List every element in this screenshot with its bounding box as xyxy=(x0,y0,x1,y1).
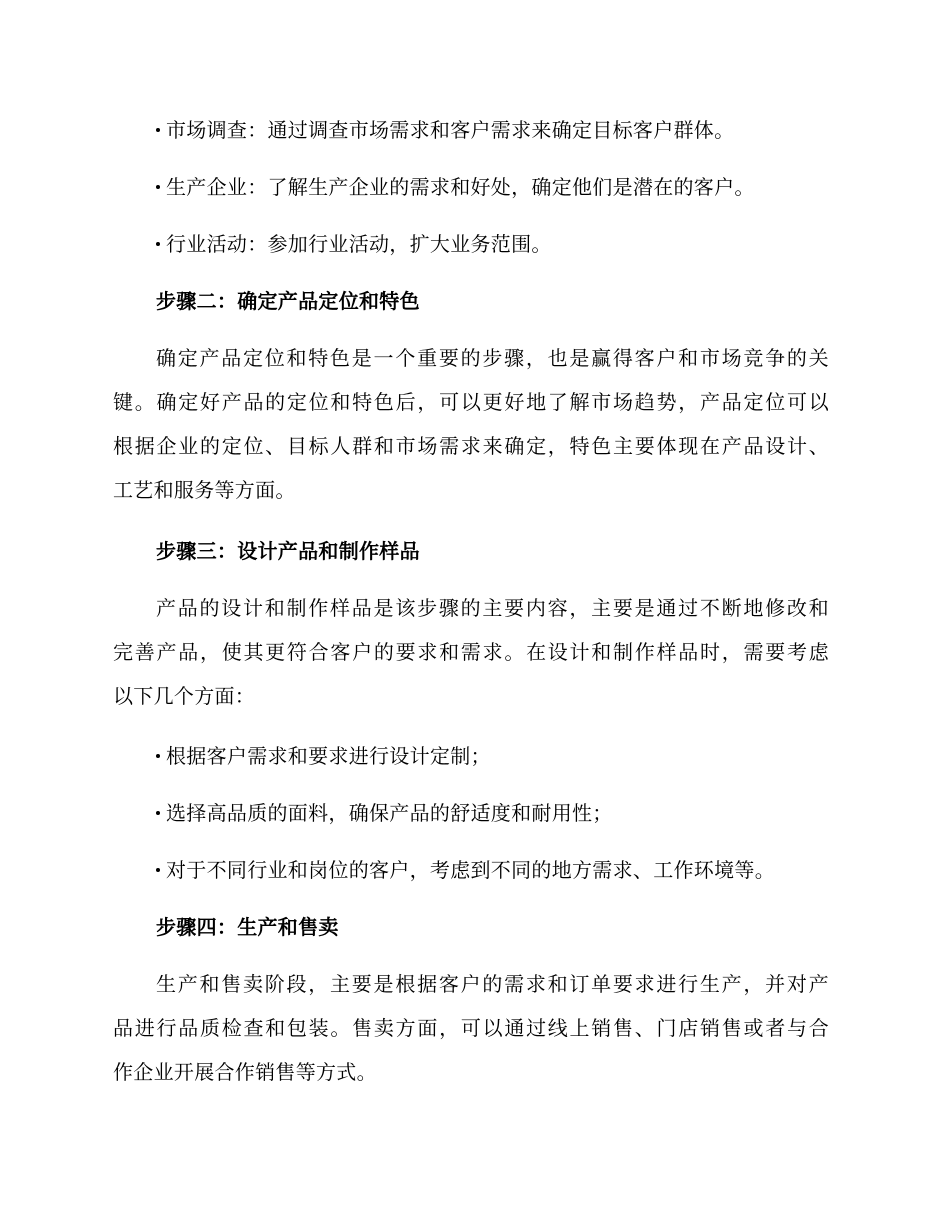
bullet-text: 行业活动：参加行业活动，扩大业务范围。 xyxy=(166,232,552,256)
bullet-dot-icon xyxy=(156,242,160,246)
bullet-dot-icon xyxy=(156,128,160,132)
paragraph-line: 键。确定好产品的定位和特色后，可以更好地了解市场趋势，产品定位可以 xyxy=(113,390,829,414)
bullet-text: 生产企业：了解生产企业的需求和好处，确定他们是潜在的客户。 xyxy=(166,175,755,199)
bullet-dot-icon xyxy=(156,811,160,815)
section-heading: 步骤三：设计产品和制作样品 xyxy=(156,539,420,563)
bullet-item xyxy=(156,855,775,885)
bullet-item xyxy=(156,115,734,145)
paragraph-line: 作企业开展合作销售等方式。 xyxy=(113,1060,377,1084)
paragraph-line: 完善产品，使其更符合客户的要求和需求。在设计和制作样品时，需要考虑 xyxy=(113,640,829,664)
paragraph-line: 工艺和服务等方面。 xyxy=(113,478,296,502)
paragraph-line: 产品的设计和制作样品是该步骤的主要内容，主要是通过不断地修改和 xyxy=(156,596,829,620)
paragraph-line: 生产和售卖阶段，主要是根据客户的需求和订单要求进行生产，并对产 xyxy=(156,972,829,996)
bullet-dot-icon xyxy=(156,754,160,758)
section-heading: 步骤二：确定产品定位和特色 xyxy=(156,289,420,313)
section-heading: 步骤四：生产和售卖 xyxy=(156,915,339,939)
bullet-text: 对于不同行业和岗位的客户，考虑到不同的地方需求、工作环境等。 xyxy=(166,858,775,882)
bullet-text: 选择高品质的面料，确保产品的舒适度和耐用性； xyxy=(166,801,613,825)
bullet-text: 根据客户需求和要求进行设计定制； xyxy=(166,744,491,768)
bullet-dot-icon xyxy=(156,868,160,872)
paragraph-line: 确定产品定位和特色是一个重要的步骤，也是赢得客户和市场竞争的关 xyxy=(156,346,829,370)
bullet-item xyxy=(156,798,613,828)
bullet-item xyxy=(156,172,755,202)
bullet-text: 市场调查：通过调查市场需求和客户需求来确定目标客户群体。 xyxy=(166,118,735,142)
paragraph-line: 根据企业的定位、目标人群和市场需求来确定，特色主要体现在产品设计、 xyxy=(113,434,829,458)
bullet-item xyxy=(156,741,491,771)
paragraph-line: 以下几个方面： xyxy=(113,684,256,708)
paragraph-line: 品进行品质检查和包装。售卖方面，可以通过线上销售、门店销售或者与合 xyxy=(113,1016,829,1040)
bullet-item xyxy=(156,229,552,259)
bullet-dot-icon xyxy=(156,185,160,189)
